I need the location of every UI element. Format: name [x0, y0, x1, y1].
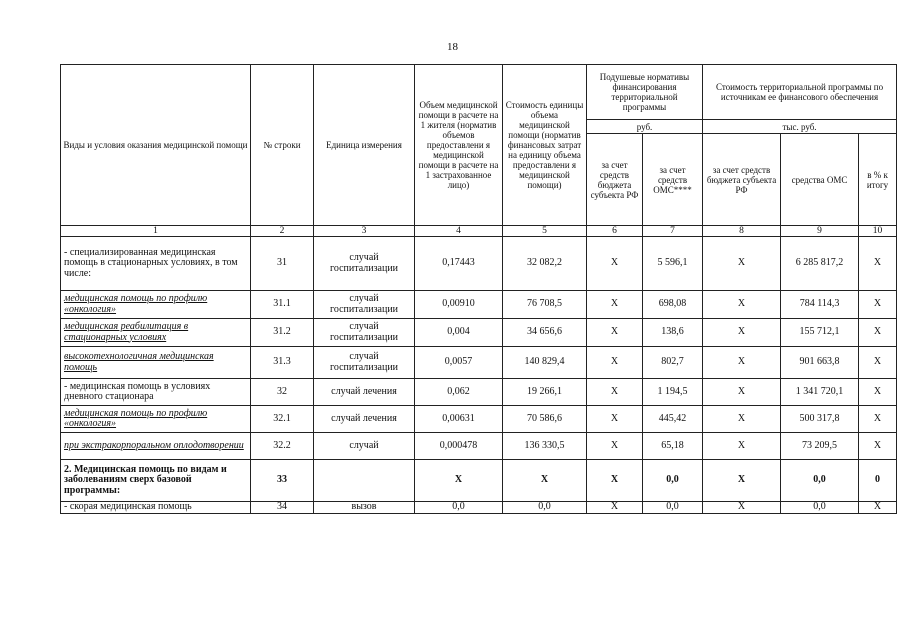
- row-volume: 0,0057: [415, 347, 503, 379]
- row-unit: случай госпитализации: [314, 319, 415, 347]
- row-oms-total: 784 114,3: [781, 291, 859, 319]
- table-row: [61, 460, 897, 502]
- column-number: 5: [503, 226, 587, 237]
- header-unit: Единица измерения: [314, 65, 415, 226]
- row-name: - медицинская помощь в условиях дневного стационара: [61, 379, 251, 406]
- row-percent: Х: [859, 347, 897, 379]
- row-number: 32.2: [251, 433, 314, 460]
- table-row: [61, 319, 897, 347]
- column-number: 8: [703, 226, 781, 237]
- row-budget: Х: [587, 291, 643, 319]
- row-volume: 0,004: [415, 319, 503, 347]
- row-volume: Х: [415, 460, 503, 502]
- column-number: 10: [859, 226, 897, 237]
- row-budget: Х: [587, 433, 643, 460]
- row-budget-total: Х: [703, 319, 781, 347]
- row-unit: случай госпитализации: [314, 347, 415, 379]
- table-row: [61, 406, 897, 433]
- row-volume: 0,00910: [415, 291, 503, 319]
- row-percent: Х: [859, 379, 897, 406]
- row-budget-total: Х: [703, 460, 781, 502]
- row-cost: 76 708,5: [503, 291, 587, 319]
- row-oms-total: 0,0: [781, 502, 859, 514]
- row-budget-total: Х: [703, 406, 781, 433]
- row-budget-total: Х: [703, 433, 781, 460]
- row-name: медицинская помощь по профилю «онкология»: [61, 406, 251, 433]
- column-number: 3: [314, 226, 415, 237]
- header-row-no: № строки: [251, 65, 314, 226]
- row-oms-total: 6 285 817,2: [781, 237, 859, 291]
- row-budget-total: Х: [703, 502, 781, 514]
- row-budget: Х: [587, 237, 643, 291]
- row-oms-total: 901 663,8: [781, 347, 859, 379]
- row-percent: 0: [859, 460, 897, 502]
- header-oms: за счет средств ОМС****: [643, 134, 703, 226]
- column-number: 9: [781, 226, 859, 237]
- row-budget: Х: [587, 460, 643, 502]
- row-budget-total: Х: [703, 291, 781, 319]
- header-kinds: Виды и условия оказания медицинской помощи: [61, 65, 251, 226]
- header-percent: в % к итогу: [859, 134, 897, 226]
- row-oms-total: 1 341 720,1: [781, 379, 859, 406]
- row-cost: Х: [503, 460, 587, 502]
- row-volume: 0,062: [415, 379, 503, 406]
- row-unit: случай госпитализации: [314, 237, 415, 291]
- row-volume: 0,000478: [415, 433, 503, 460]
- row-unit: случай лечения: [314, 406, 415, 433]
- row-oms: 802,7: [643, 347, 703, 379]
- table-row: [61, 502, 897, 514]
- header-thousand-rub: тыс. руб.: [703, 120, 897, 134]
- row-volume: 0,17443: [415, 237, 503, 291]
- row-unit: [314, 460, 415, 502]
- row-oms: 65,18: [643, 433, 703, 460]
- row-oms: 0,0: [643, 460, 703, 502]
- row-cost: 136 330,5: [503, 433, 587, 460]
- row-budget: Х: [587, 502, 643, 514]
- column-number: 2: [251, 226, 314, 237]
- row-oms: 1 194,5: [643, 379, 703, 406]
- row-number: 32.1: [251, 406, 314, 433]
- row-unit: вызов: [314, 502, 415, 514]
- row-percent: Х: [859, 502, 897, 514]
- table-row: [61, 379, 897, 406]
- table-row: [61, 433, 897, 460]
- row-oms-total: 0,0: [781, 460, 859, 502]
- row-oms: 445,42: [643, 406, 703, 433]
- row-cost: 140 829,4: [503, 347, 587, 379]
- row-percent: Х: [859, 319, 897, 347]
- page-number: 18: [447, 41, 458, 53]
- column-numbers-row: [61, 226, 897, 237]
- row-unit: случай госпитализации: [314, 291, 415, 319]
- row-number: 31.1: [251, 291, 314, 319]
- row-percent: Х: [859, 406, 897, 433]
- row-cost: 34 656,6: [503, 319, 587, 347]
- row-oms-total: 155 712,1: [781, 319, 859, 347]
- row-name: - скорая медицинская помощь: [61, 502, 251, 514]
- row-name: высокотехнологичная медицинская помощь: [61, 347, 251, 379]
- row-percent: Х: [859, 433, 897, 460]
- row-percent: Х: [859, 237, 897, 291]
- row-oms: 5 596,1: [643, 237, 703, 291]
- row-number: 33: [251, 460, 314, 502]
- row-oms-total: 73 209,5: [781, 433, 859, 460]
- header-oms-total: средства ОМС: [781, 134, 859, 226]
- table-row: [61, 347, 897, 379]
- row-number: 32: [251, 379, 314, 406]
- row-cost: 32 082,2: [503, 237, 587, 291]
- row-name: медицинская помощь по профилю «онкология»: [61, 291, 251, 319]
- header-per-capita: Подушевые нормативы финансирования территориальной программы: [587, 65, 703, 120]
- row-cost: 19 266,1: [503, 379, 587, 406]
- row-budget: Х: [587, 406, 643, 433]
- row-budget-total: Х: [703, 237, 781, 291]
- header-volume: Объем медицинской помощи в расчете на 1 жителя (норматив объемов предоставлени я медицинской помощи в расчете на 1 застрахованное лицо): [415, 65, 503, 226]
- row-budget: Х: [587, 379, 643, 406]
- table-row: [61, 237, 897, 291]
- row-oms: 0,0: [643, 502, 703, 514]
- header-budget-total: за счет средств бюджета субъекта РФ: [703, 134, 781, 226]
- column-number: 7: [643, 226, 703, 237]
- row-budget: Х: [587, 347, 643, 379]
- column-number: 4: [415, 226, 503, 237]
- row-volume: 0,00631: [415, 406, 503, 433]
- row-budget-total: Х: [703, 379, 781, 406]
- budget-table: [60, 64, 897, 514]
- table-row: [61, 291, 897, 319]
- row-cost: 0,0: [503, 502, 587, 514]
- header-rub: руб.: [587, 120, 703, 134]
- row-volume: 0,0: [415, 502, 503, 514]
- row-oms-total: 500 317,8: [781, 406, 859, 433]
- row-budget-total: Х: [703, 347, 781, 379]
- row-name: медицинская реабилитация в стационарных условиях: [61, 319, 251, 347]
- row-percent: Х: [859, 291, 897, 319]
- row-number: 34: [251, 502, 314, 514]
- column-number: 6: [587, 226, 643, 237]
- row-name: - специализированная медицинская помощь в стационарных условиях, в том числе:: [61, 237, 251, 291]
- row-name: 2. Медицинская помощь по видам и заболеваниям сверх базовой программы:: [61, 460, 251, 502]
- row-oms: 138,6: [643, 319, 703, 347]
- row-number: 31.3: [251, 347, 314, 379]
- header-unit-cost: Стоимость единицы объема медицинской помощи (норматив финансовых затрат на единицу объема предоставлени я медицинской помощи): [503, 65, 587, 226]
- row-number: 31.2: [251, 319, 314, 347]
- column-number: 1: [61, 226, 251, 237]
- row-unit: случай: [314, 433, 415, 460]
- row-name: при экстракорпоральном оплодотворении: [61, 433, 251, 460]
- header-budget: за счет средств бюджета субъекта РФ: [587, 134, 643, 226]
- row-number: 31: [251, 237, 314, 291]
- row-budget: Х: [587, 319, 643, 347]
- row-cost: 70 586,6: [503, 406, 587, 433]
- header-total-cost: Стоимость территориальной программы по источникам ее финансового обеспечения: [703, 65, 897, 120]
- row-oms: 698,08: [643, 291, 703, 319]
- row-unit: случай лечения: [314, 379, 415, 406]
